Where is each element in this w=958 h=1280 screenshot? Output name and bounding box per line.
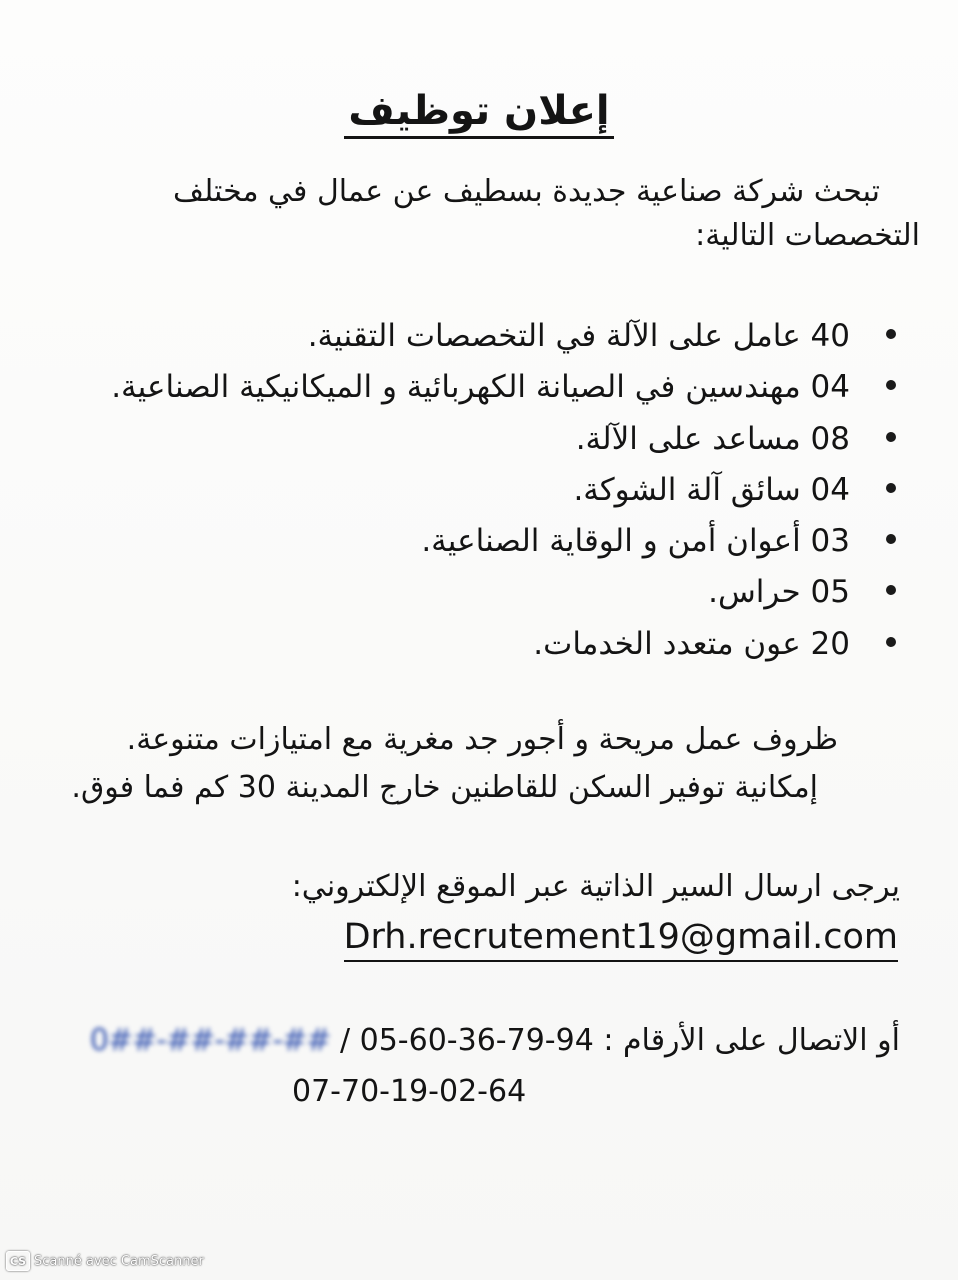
contact-label: أو الاتصال على الأرقام : xyxy=(603,1023,900,1058)
job-item xyxy=(36,568,896,619)
camscanner-logo-icon: CS xyxy=(6,1251,30,1271)
application-instruction: يرجى ارسال السير الذاتية عبر الموقع الإلكتروني: xyxy=(291,869,900,904)
contact-line xyxy=(0,1016,900,1066)
bullet-icon xyxy=(886,483,896,493)
job-text: 04 سائق آلة الشوكة. xyxy=(573,471,850,508)
phone-separator: / xyxy=(339,1023,351,1058)
job-item xyxy=(36,620,896,671)
phone-numbers xyxy=(90,1023,594,1058)
bullet-icon xyxy=(886,432,896,442)
job-item xyxy=(36,466,896,517)
bullet-icon xyxy=(886,534,896,544)
bullet-icon xyxy=(886,380,896,390)
intro-line-2: التخصصات التالية: xyxy=(695,218,920,253)
watermark-text: Scanné avec CamScanner xyxy=(34,1253,204,1269)
phone-number-1[interactable]: 05-60-36-79-94 xyxy=(359,1023,594,1058)
bullet-icon xyxy=(886,329,896,339)
job-text: 20 عون متعدد الخدمات. xyxy=(533,625,850,662)
email-link[interactable]: Drh.recrutement19@gmail.com xyxy=(344,914,898,962)
working-conditions xyxy=(18,716,838,812)
conditions-line-2: إمكانية توفير السكن للقاطنين خارج المدينة 30 كم فما فوق. xyxy=(71,770,818,805)
job-text: 03 أعوان أمن و الوقاية الصناعية. xyxy=(421,523,850,560)
intro-paragraph xyxy=(80,170,920,258)
job-item xyxy=(36,517,896,568)
scanner-watermark xyxy=(6,1250,204,1272)
phone-number-3[interactable]: 07-70-19-02-64 xyxy=(292,1074,527,1109)
conditions-line-1: ظروف عمل مريحة و أجور جد مغرية مع امتيازات متنوعة. xyxy=(126,722,838,757)
intro-line-1: تبحث شركة صناعية جديدة بسطيف عن عمال في مختلف xyxy=(173,174,880,209)
page-title xyxy=(0,88,958,134)
job-item xyxy=(36,363,896,414)
bullet-icon xyxy=(886,637,896,647)
job-item xyxy=(36,415,896,466)
job-list xyxy=(36,312,896,671)
job-text: 05 حراس. xyxy=(708,574,850,611)
obscured-phone-number: 0##-##-##-## xyxy=(89,1023,331,1058)
job-item xyxy=(36,312,896,363)
job-text: 08 مساعد على الآلة. xyxy=(575,420,850,457)
title-text: إعلان توظيف xyxy=(344,88,613,139)
job-text: 40 عامل على الآلة في التخصصات التقنية. xyxy=(307,318,850,354)
job-text: 04 مهندسين في الصيانة الكهربائية و الميكانيكية الصناعية. xyxy=(111,369,850,406)
bullet-icon xyxy=(886,585,896,595)
